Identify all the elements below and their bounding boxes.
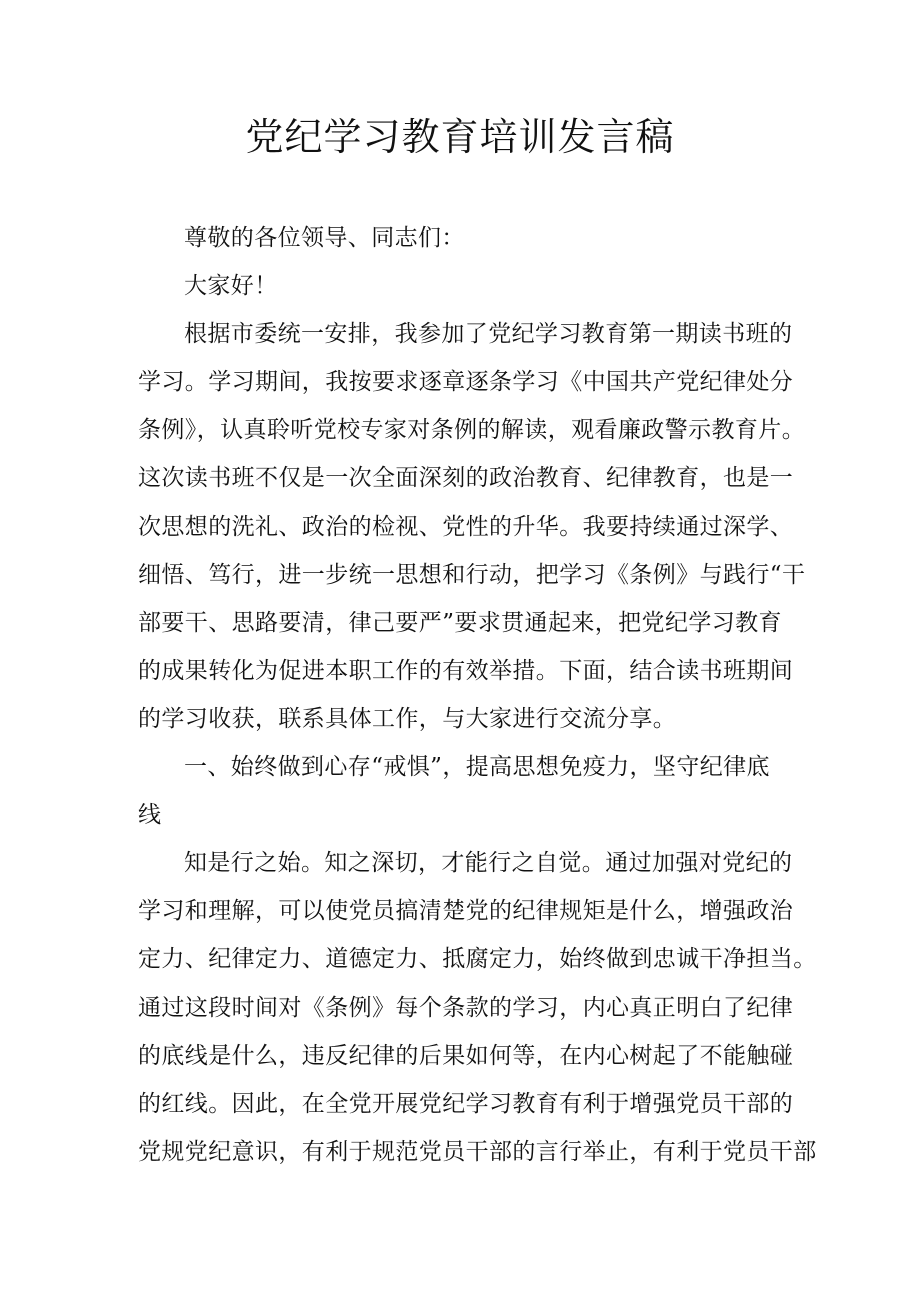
paragraph-line: 次思想的洗礼、政治的检视、党性的升华。我要持续通过深学、	[138, 513, 794, 540]
paragraph-line: 定力、纪律定力、道德定力、抵腐定力，始终做到忠诚干净担当。	[138, 946, 817, 973]
paragraph-line: 根据市委统一安排，我参加了党纪学习教育第一期读书班的	[184, 321, 793, 348]
section-heading-line: 一、始终做到心存“戒惧”，提高思想免疫力，坚守纪律底	[184, 754, 770, 781]
salutation-line: 尊敬的各位领导、同志们：	[184, 225, 465, 251]
paragraph-line: 的红线。因此，在全党开展党纪学习教育有利于增强党员干部的	[138, 1090, 794, 1117]
paragraph-line: 的底线是什么，违反纪律的后果如何等，在内心树起了不能触碰	[138, 1042, 794, 1069]
document-body	[138, 214, 817, 1176]
paragraph-line: 知是行之始。知之深切，才能行之自觉。通过加强对党纪的	[184, 850, 793, 877]
paragraph-line: 党规党纪意识，有利于规范党员干部的言行举止，有利于党员干部	[138, 1138, 817, 1165]
greeting-line: 大家好！	[184, 273, 278, 300]
paragraph-line: 学习。学习期间，我按要求逐章逐条学习《中国共产党纪律处分	[138, 369, 794, 396]
paragraph-line: 通过这段时间对《条例》每个条款的学习，内心真正明白了纪律	[138, 994, 794, 1021]
paragraph-line: 细悟、笃行，进一步统一思想和行动，把学习《条例》与践行“干	[138, 561, 806, 588]
paragraph-line: 学习和理解，可以使党员搞清楚党的纪律规矩是什么，增强政治	[138, 898, 794, 925]
document-title: 党纪学习教育培训发言稿	[245, 115, 675, 159]
paragraph-line: 部要干、思路要清，律己要严”要求贯通起来，把党纪学习教育	[138, 609, 782, 636]
section-heading-line: 线	[138, 802, 162, 829]
paragraph-line: 这次读书班不仅是一次全面深刻的政治教育、纪律教育，也是一	[138, 465, 794, 492]
paragraph-line: 的成果转化为促进本职工作的有效举措。下面，结合读书班期间	[138, 657, 794, 684]
paragraph-line: 的学习收获，联系具体工作，与大家进行交流分享。	[138, 705, 677, 732]
paragraph-line: 条例》，认真聆听党校专家对条例的解读，观看廉政警示教育片。	[138, 417, 806, 444]
